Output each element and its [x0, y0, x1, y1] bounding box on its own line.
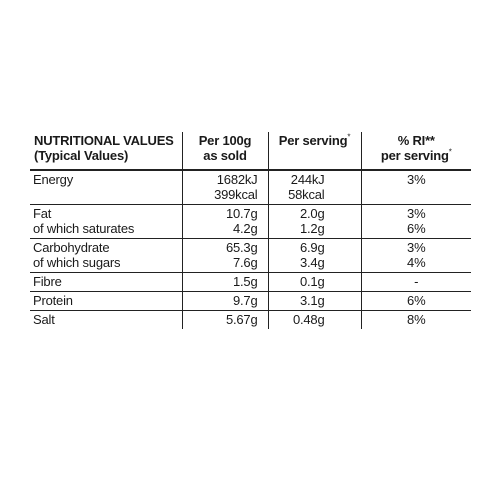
header-ri — [361, 132, 471, 170]
header-name-line1: NUTRITIONAL VALUES — [34, 133, 174, 148]
cell-per-serving-line: 2.0g — [299, 206, 325, 221]
cell-per-100g-line: 9.7g — [232, 293, 258, 308]
cell-nutrient-line: of which saturates — [33, 221, 135, 236]
cell-per-100g — [182, 239, 268, 273]
cell-per-serving-line: 6.9g — [299, 240, 325, 255]
cell-nutrient-line: Protein — [33, 293, 73, 308]
cell-per-serving — [268, 292, 361, 311]
cell-nutrient-line: Fat — [33, 206, 52, 221]
table-body — [30, 170, 471, 329]
cell-per-100g-line: 65.3g — [225, 240, 258, 255]
cell-per-100g-line: 1.5g — [232, 274, 258, 289]
cell-per-100g — [182, 273, 268, 292]
cell-ri-line: 8% — [407, 312, 426, 327]
header-ri-line1: % RI** — [397, 133, 435, 148]
cell-nutrient-line: Carbohydrate — [33, 240, 110, 255]
cell-ri — [361, 205, 471, 239]
cell-per-serving-line: 1.2g — [299, 221, 325, 236]
header-per-serving — [268, 132, 361, 170]
cell-per-serving — [268, 170, 361, 205]
cell-per-serving — [268, 239, 361, 273]
header-ri-mark: * — [448, 147, 452, 157]
cell-nutrient — [30, 205, 182, 239]
cell-ri-line: 3% — [407, 172, 426, 187]
nutrition-panel — [30, 132, 471, 329]
header-serving-label: Per serving — [278, 133, 348, 148]
table-row — [30, 292, 471, 311]
cell-nutrient-line: Salt — [33, 312, 55, 327]
header-per100-line1: Per 100g — [198, 133, 252, 148]
cell-ri-line: 3% — [407, 206, 426, 221]
cell-ri — [361, 239, 471, 273]
cell-per-serving-line: 0.48g — [292, 312, 325, 327]
cell-ri-line: 4% — [407, 255, 426, 270]
cell-ri — [361, 292, 471, 311]
cell-ri — [361, 170, 471, 205]
cell-nutrient — [30, 311, 182, 330]
cell-per-serving — [268, 205, 361, 239]
cell-nutrient — [30, 170, 182, 205]
cell-nutrient-line: Fibre — [33, 274, 62, 289]
table-row — [30, 273, 471, 292]
cell-nutrient-line: Energy — [33, 172, 73, 187]
header-serving-mark: * — [347, 132, 351, 142]
table-row — [30, 311, 471, 330]
cell-per-serving-line: 244kJ — [290, 172, 325, 187]
table-row — [30, 239, 471, 273]
cell-per-serving-line: 58kcal — [288, 187, 325, 202]
cell-per-100g-line: 4.2g — [232, 221, 258, 236]
cell-per-serving-line: 3.1g — [299, 293, 325, 308]
cell-ri — [361, 311, 471, 330]
cell-per-100g — [182, 170, 268, 205]
cell-per-100g-line: 10.7g — [225, 206, 258, 221]
cell-per-100g-line: 5.67g — [225, 312, 258, 327]
cell-per-serving-line: 0.1g — [299, 274, 325, 289]
table-row — [30, 205, 471, 239]
table-row — [30, 170, 471, 205]
header-per100-line2: as sold — [203, 148, 247, 163]
cell-per-serving — [268, 311, 361, 330]
cell-per-100g-line: 399kcal — [214, 187, 258, 202]
table-header-row — [30, 132, 471, 170]
header-per-100g — [182, 132, 268, 170]
cell-nutrient — [30, 273, 182, 292]
cell-ri-line: - — [414, 274, 419, 289]
cell-per-serving — [268, 273, 361, 292]
cell-ri — [361, 273, 471, 292]
cell-per-100g — [182, 205, 268, 239]
cell-per-100g-line: 7.6g — [232, 255, 258, 270]
cell-nutrient-line: of which sugars — [33, 255, 121, 270]
header-ri-line2: per serving — [380, 148, 449, 163]
cell-nutrient — [30, 292, 182, 311]
cell-per-serving-line: 3.4g — [299, 255, 325, 270]
cell-per-100g — [182, 292, 268, 311]
header-nutritional-values — [30, 132, 182, 170]
cell-ri-line: 3% — [407, 240, 426, 255]
cell-nutrient — [30, 239, 182, 273]
cell-ri-line: 6% — [407, 293, 426, 308]
cell-ri-line: 6% — [407, 221, 426, 236]
cell-per-100g — [182, 311, 268, 330]
header-name-line2: (Typical Values) — [34, 148, 129, 163]
cell-per-100g-line: 1682kJ — [216, 172, 258, 187]
nutrition-table — [30, 132, 471, 329]
